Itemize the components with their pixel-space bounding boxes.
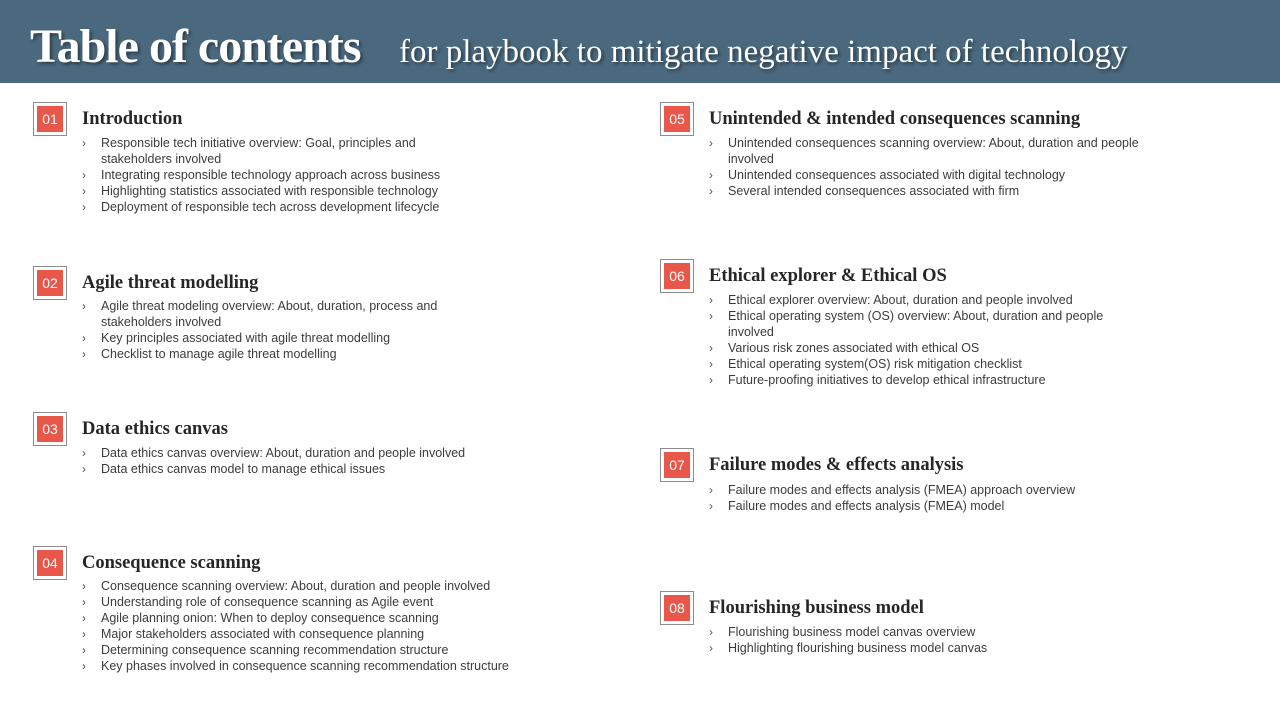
list-item: › Responsible tech initiative overview: Goal, principles and stakeholders involved [82,136,416,166]
section-number: 07 [664,452,690,478]
list-item: › Key phases involved in consequence scanning recommendation structure [82,659,509,673]
list-item: › Agile planning onion: When to deploy consequence scanning [82,611,439,625]
header-banner [0,0,1280,83]
section-item-list [709,135,1169,199]
chevron-right-icon: › [709,357,713,371]
list-item: › Ethical operating system(OS) risk mitigation checklist [709,357,1022,371]
section-title: Failure modes & effects analysis [709,455,964,475]
chevron-right-icon: › [709,373,713,387]
section-number-badge [33,102,67,136]
list-item: › Failure modes and effects analysis (FMEA) approach overview [709,483,1076,497]
chevron-right-icon: › [709,168,713,182]
list-item: › Major stakeholders associated with consequence planning [82,627,425,641]
chevron-right-icon: › [82,446,86,460]
list-item: › Checklist to manage agile threat modelling [82,347,337,361]
chevron-right-icon: › [709,309,713,323]
page-subtitle: for playbook to mitigate negative impact of technology [399,34,1128,70]
section-number-badge [660,448,694,482]
section-number-badge [33,266,67,300]
chevron-right-icon: › [709,293,713,307]
section-title: Flourishing business model [709,598,924,618]
list-item: › Future-proofing initiatives to develop ethical infrastructure [709,373,1046,387]
section-number: 01 [37,106,63,132]
section-item-list [709,624,1169,656]
list-item: › Agile threat modeling overview: About, duration, process and stakeholders involved [82,299,438,329]
section-item-list [82,135,462,215]
chevron-right-icon: › [82,331,86,345]
section-number: 05 [664,106,690,132]
chevron-right-icon: › [82,462,86,476]
list-item: › Data ethics canvas overview: About, duration and people involved [82,446,466,460]
chevron-right-icon: › [82,299,86,313]
list-item: › Ethical operating system (OS) overview: About, duration and people involved [709,309,1104,339]
list-item: › Key principles associated with agile threat modelling [82,331,391,345]
chevron-right-icon: › [709,341,713,355]
list-item: › Highlighting flourishing business model canvas [709,641,988,655]
list-item: › Deployment of responsible tech across development lifecycle [82,200,440,214]
page-title: Table of contents [30,20,361,73]
section-item-list [82,298,472,362]
chevron-right-icon: › [709,483,713,497]
section-title: Consequence scanning [82,553,261,573]
chevron-right-icon: › [82,627,86,641]
section-item-list [82,578,602,674]
section-title: Ethical explorer & Ethical OS [709,266,947,286]
chevron-right-icon: › [82,136,86,150]
list-item: › Unintended consequences scanning overview: About, duration and people involved [709,136,1139,166]
chevron-right-icon: › [82,611,86,625]
section-number: 08 [664,595,690,621]
section-title: Data ethics canvas [82,419,228,439]
section-number-badge [660,591,694,625]
chevron-right-icon: › [82,184,86,198]
chevron-right-icon: › [82,200,86,214]
section-number: 03 [37,416,63,442]
chevron-right-icon: › [82,595,86,609]
chevron-right-icon: › [709,641,713,655]
chevron-right-icon: › [709,625,713,639]
section-item-list [709,482,1169,514]
list-item: › Flourishing business model canvas overview [709,625,976,639]
section-number-badge [660,259,694,293]
list-item: › Determining consequence scanning recommendation structure [82,643,449,657]
section-number: 02 [37,270,63,296]
list-item: › Integrating responsible technology approach across business [82,168,441,182]
chevron-right-icon: › [709,499,713,513]
list-item: › Consequence scanning overview: About, duration and people involved [82,579,491,593]
section-number: 06 [664,263,690,289]
chevron-right-icon: › [709,136,713,150]
list-item: › Several intended consequences associated with firm [709,184,1020,198]
chevron-right-icon: › [82,643,86,657]
chevron-right-icon: › [82,168,86,182]
section-number-badge [33,546,67,580]
list-item: › Understanding role of consequence scanning as Agile event [82,595,434,609]
list-item: › Data ethics canvas model to manage ethical issues [82,462,386,476]
section-number-badge [660,102,694,136]
section-item-list [82,445,542,477]
chevron-right-icon: › [82,347,86,361]
list-item: › Ethical explorer overview: About, duration and people involved [709,293,1073,307]
section-number: 04 [37,550,63,576]
list-item: › Highlighting statistics associated with responsible technology [82,184,438,198]
list-item: › Failure modes and effects analysis (FMEA) model [709,499,1005,513]
section-title: Unintended & intended consequences scanning [709,109,1081,129]
section-item-list [709,292,1129,388]
section-title: Agile threat modelling [82,273,259,293]
chevron-right-icon: › [709,184,713,198]
chevron-right-icon: › [82,659,86,673]
list-item: › Unintended consequences associated with digital technology [709,168,1066,182]
list-item: › Various risk zones associated with ethical OS [709,341,980,355]
chevron-right-icon: › [82,579,86,593]
section-number-badge [33,412,67,446]
section-title: Introduction [82,109,183,129]
